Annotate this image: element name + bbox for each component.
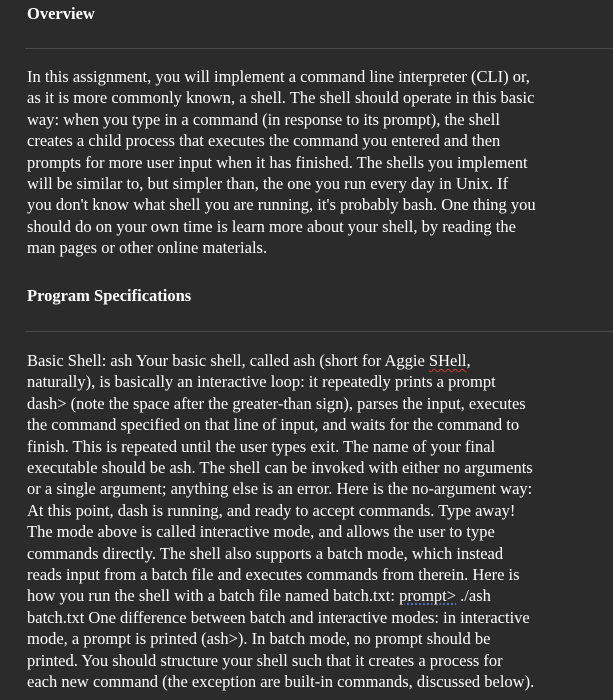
program-specifications-paragraph	[27, 350, 613, 693]
paragraph-line: each new command (the exception are built-in commands, discussed below).	[27, 672, 535, 692]
paragraph-line: commands directly. The shell also supports a batch mode, which instead	[27, 543, 504, 563]
paragraph-line: creates a child process that executes the command you entered and then	[27, 131, 501, 151]
spellcheck-flagged-word: SHell	[428, 351, 467, 370]
paragraph-line: man pages or other online materials.	[27, 238, 268, 258]
paragraph-line: way: when you type in a command (in response to its prompt), the shell	[27, 109, 500, 129]
paragraph-line: reads input from a batch file and executes commands from therein. Here is	[27, 565, 520, 585]
paragraph-line: In this assignment, you will implement a command line interpreter (CLI) or,	[27, 67, 530, 86]
paragraph-line: printed. You should structure your shell such that it creates a process for	[27, 650, 503, 670]
paragraph-line	[27, 350, 613, 371]
paragraph-line: should do on your own time is learn more about your shell, by reading the	[27, 216, 516, 236]
paragraph-line: finish. This is repeated until the user types exit. The name of your final	[27, 436, 496, 456]
paragraph-line: executable should be ash. The shell can be invoked with either no arguments	[27, 458, 533, 478]
text-run: how you run the shell with a batch file named batch.txt:	[27, 586, 400, 606]
overview-heading: Overview	[27, 4, 95, 23]
overview-paragraph	[27, 66, 613, 259]
paragraph-line: batch.txt One difference between batch and interactive modes: in interactive	[27, 607, 530, 627]
section-divider	[25, 48, 613, 49]
paragraph-line: as it is more commonly known, a shell. The shell should operate in this basic	[27, 88, 535, 108]
paragraph-line: At this point, dash is running, and ready to accept commands. Type away!	[27, 500, 516, 520]
paragraph-line: naturally), is basically an interactive loop: it repeatedly prints a prompt	[27, 372, 496, 392]
spellcheck-flagged-word: prompt>	[399, 586, 457, 606]
text-run: ./ash	[456, 586, 491, 606]
paragraph-line: or a single argument; anything else is an error. Here is the no-argument way:	[27, 479, 533, 499]
section-divider	[25, 331, 613, 332]
paragraph-line: prompts for more user input when it has finished. The shells you implement	[27, 152, 528, 172]
paragraph-line	[27, 585, 613, 606]
paragraph-line: mode, a prompt is printed (ash>). In batch mode, no prompt should be	[27, 629, 491, 649]
paragraph-line: the command specified on that line of input, and waits for the command to	[27, 415, 520, 435]
program-specifications-heading: Program Specifications	[27, 286, 192, 305]
paragraph-line: will be similar to, but simpler than, the one you run every day in Unix. If	[27, 174, 509, 194]
paragraph-line: you don't know what shell you are running, it's probably bash. One thing you	[27, 195, 536, 215]
paragraph-line: The mode above is called interactive mode, and allows the user to type	[27, 522, 495, 542]
text-run: ,	[466, 351, 471, 370]
paragraph-line: dash> (note the space after the greater-than sign), parses the input, executes	[27, 393, 526, 413]
text-run: Basic Shell: ash Your basic shell, called ash (short for Aggie	[27, 351, 429, 370]
